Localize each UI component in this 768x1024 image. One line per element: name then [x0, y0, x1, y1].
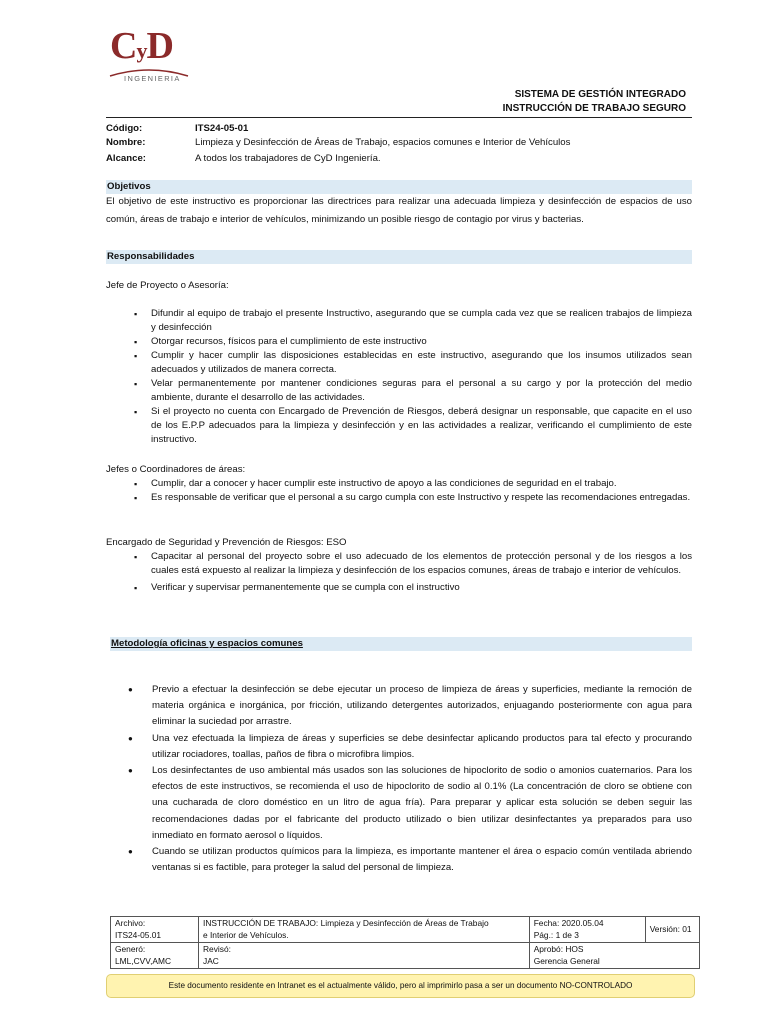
- list-item: ▪ Difundir al equipo de trabajo el presente Instructivo, asegurando que se cumpla cada vez que se realicen trabajos de limpieza y desinfección: [134, 307, 692, 335]
- list-item: ▪ Cumplir y hacer cumplir las disposiciones establecidas en este instructivo, asegurando que los insumos utilizados sean adecuados y utilizados de manera correcta.: [134, 349, 692, 377]
- genero-value: LML,CVV,AMC: [115, 955, 172, 966]
- archivo-value: ITS24-05.01: [115, 929, 162, 940]
- coordinadores-label: Jefes o Coordinadores de áreas:: [106, 464, 246, 475]
- aprobo-cell: [529, 943, 699, 969]
- nombre-value: Limpieza y Desinfección de Áreas de Trabajo, espacios comunes e Interior de Vehículos: [195, 137, 571, 148]
- version-cell: Versión: 01: [645, 917, 699, 943]
- list-item: ▪ Cumplir, dar a conocer y hacer cumplir este instructivo de apoyo a las condiciones de seguridad en el trabajo.: [134, 477, 692, 491]
- codigo-value: ITS24-05-01: [195, 123, 249, 134]
- system-title-line1: SISTEMA DE GESTIÓN INTEGRADO: [514, 89, 686, 100]
- genero-label: Generó:: [115, 944, 146, 954]
- aprobo-value: Gerencia General: [533, 955, 600, 966]
- list-item: ▪ Velar permanentemente por mantener condiciones seguras para el personal a su cargo y por la protección del medio ambiente, durante el desarrollo de las actividades.: [134, 377, 692, 405]
- archivo-label: Archivo:: [115, 918, 146, 928]
- uncontrolled-copy-notice: Este documento residente en Intranet es el actualmente válido, pero al imprimirlo pasa a ser un documento NO-CONTROLADO: [106, 974, 695, 998]
- instruccion-line1: INSTRUCCIÓN DE TRABAJO: Limpieza y Desinfección de Áreas de Trabajo: [203, 918, 489, 928]
- fecha-pag-cell: [529, 917, 645, 943]
- pagina-value: Pág.: 1 de 3: [533, 929, 579, 940]
- list-item: ● Los desinfectantes de uso ambiental más usados son las soluciones de hipoclorito de sodio o amonios cuaternarios. Para los efectos de este instructivos, se recomienda el uso de hipoclorito de sodio al 0.1% (La concentración de cloro se obtiene con una cucharada de cloro doméstico en un litro de agua fría). Para preparar y aplicar esta solución se deben seguir las recomendaciones dadas por el fabricante del producto utilizado o bien utilizar desinfectantes ya preparados para uso inmediato en formato aerosol o líquidos.: [126, 763, 692, 844]
- metodologia-list: [126, 682, 692, 876]
- jefe-proyecto-list: [134, 307, 692, 447]
- jefe-proyecto-label: Jefe de Proyecto o Asesoría:: [106, 280, 229, 291]
- nombre-label: Nombre:: [106, 137, 146, 148]
- list-item: ▪ Capacitar al personal del proyecto sobre el uso adecuado de los elementos de protección personal y de los riesgos a los cuales está expuesto al realizar la limpieza y desinfección de los espacios comunes, áreas de trabajo e interior de vehículos.: [134, 550, 692, 578]
- list-item: ● Cuando se utilizan productos químicos para la limpieza, es importante mantener el área o espacio común ventilada abriendo ventanas si es factible, para proteger la salud del personal de limpieza.: [126, 844, 692, 876]
- alcance-label: Alcance:: [106, 153, 146, 164]
- document-system-title: [503, 88, 686, 116]
- genero-cell: [111, 943, 199, 969]
- company-logo: [106, 26, 192, 88]
- list-item: ▪ Otorgar recursos, físicos para el cumplimiento de este instructivo: [134, 335, 692, 349]
- reviso-label: Revisó:: [203, 944, 231, 954]
- eso-label: Encargado de Seguridad y Prevención de Riesgos: ESO: [106, 537, 347, 548]
- instruccion-line2: e Interior de Vehículos.: [203, 929, 289, 940]
- section-heading-metodologia: Metodología oficinas y espacios comunes: [110, 637, 692, 651]
- section-heading-objetivos: Objetivos: [106, 180, 692, 194]
- eso-list: [134, 550, 692, 595]
- header-divider: [106, 117, 692, 118]
- alcance-value: A todos los trabajadores de CyD Ingeniería.: [195, 153, 381, 164]
- reviso-cell: [199, 943, 530, 969]
- info-row-nombre: [106, 135, 696, 151]
- document-control-table: [110, 916, 700, 969]
- section-heading-responsabilidades: Responsabilidades: [106, 250, 692, 264]
- list-item: ● Una vez efectuada la limpieza de áreas y superficies se debe desinfectar aplicando productos para tal efecto y procurando utilizar rociadores, toallas, paños de fibra o microfibra limpios.: [126, 731, 692, 763]
- aprobo-label: Aprobó: HOS: [533, 944, 584, 954]
- instruccion-cell: [199, 917, 530, 943]
- info-row-alcance: [106, 151, 696, 167]
- list-item: ▪ Verificar y supervisar permanentemente que se cumpla con el instructivo: [134, 581, 692, 595]
- document-info: [106, 121, 696, 167]
- list-item: ▪ Es responsable de verificar que el personal a su cargo cumpla con este Instructivo y respete las recomendaciones entregadas.: [134, 491, 692, 505]
- fecha-value: Fecha: 2020.05.04: [533, 918, 604, 928]
- list-item: ▪ Si el proyecto no cuenta con Encargado de Prevención de Riesgos, deberá designar un responsable, que capacite en el uso de los E.P.P adecuados para la limpieza y desinfección y en las actividades a realizar, verificando el cumplimiento de este instructivo.: [134, 405, 692, 447]
- logo-letters: CyD: [110, 25, 173, 67]
- logo-subtitle: INGENIERIA: [124, 74, 181, 83]
- reviso-value: JAC: [203, 955, 219, 966]
- system-title-line2: INSTRUCCIÓN DE TRABAJO SEGURO: [502, 103, 686, 114]
- archivo-cell: [111, 917, 199, 943]
- coordinadores-list: [134, 477, 692, 505]
- codigo-label: Código:: [106, 123, 143, 134]
- list-item: ● Previo a efectuar la desinfección se debe ejecutar un proceso de limpieza de áreas y superficies, mediante la remoción de materia orgánica e inorgánica, por fricción, utilizando detergentes autorizados, enjuagando posteriormente con agua para eliminar la suciedad por arrastre.: [126, 682, 692, 731]
- objetivos-text: El objetivo de este instructivo es proporcionar las directrices para realizar una adecuada limpieza y desinfección de espacios de uso común, áreas de trabajo e interior de vehículos, minimizando un posible riesgo de contagio por virus y bacterias.: [106, 196, 692, 225]
